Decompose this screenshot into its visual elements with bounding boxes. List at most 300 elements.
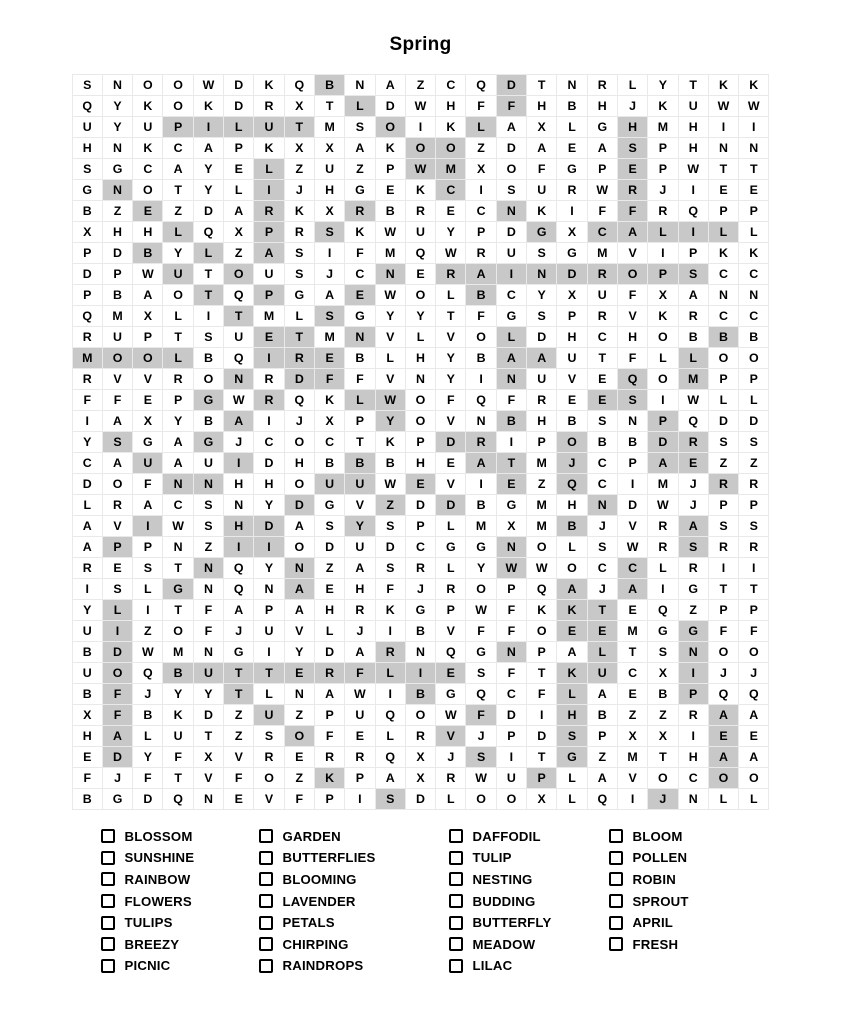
grid-cell[interactable]: D (193, 705, 223, 726)
grid-cell[interactable]: M (466, 516, 496, 537)
grid-cell[interactable]: R (739, 474, 769, 495)
grid-cell[interactable]: S (133, 558, 163, 579)
grid-cell[interactable]: E (739, 180, 769, 201)
grid-cell[interactable]: F (739, 621, 769, 642)
grid-cell[interactable]: O (284, 726, 314, 747)
grid-cell[interactable]: V (617, 243, 647, 264)
word-list-item[interactable] (101, 912, 259, 933)
grid-cell[interactable]: S (739, 516, 769, 537)
word-list-item[interactable] (449, 934, 609, 955)
grid-cell[interactable]: F (102, 390, 132, 411)
grid-cell[interactable]: L (739, 789, 769, 810)
grid-cell[interactable]: R (436, 579, 466, 600)
grid-cell[interactable]: M (314, 327, 344, 348)
grid-cell[interactable]: Y (163, 684, 193, 705)
checkbox-icon[interactable] (449, 851, 463, 865)
grid-cell[interactable]: N (496, 537, 526, 558)
grid-cell[interactable]: N (527, 264, 557, 285)
grid-cell[interactable]: T (254, 663, 284, 684)
grid-cell[interactable]: R (254, 390, 284, 411)
grid-cell[interactable]: F (224, 768, 254, 789)
grid-cell[interactable]: X (314, 411, 344, 432)
checkbox-icon[interactable] (259, 894, 273, 908)
grid-cell[interactable]: B (133, 705, 163, 726)
grid-cell[interactable]: C (708, 306, 738, 327)
grid-cell[interactable]: E (284, 747, 314, 768)
word-list-item[interactable] (259, 869, 449, 890)
grid-cell[interactable]: A (678, 285, 708, 306)
grid-cell[interactable]: M (163, 642, 193, 663)
grid-cell[interactable]: L (254, 684, 284, 705)
grid-cell[interactable]: L (708, 222, 738, 243)
grid-cell[interactable]: F (314, 369, 344, 390)
grid-cell[interactable]: T (678, 75, 708, 96)
grid-cell[interactable]: R (678, 558, 708, 579)
grid-cell[interactable]: X (284, 96, 314, 117)
grid-cell[interactable]: A (163, 453, 193, 474)
grid-cell[interactable]: W (466, 768, 496, 789)
checkbox-icon[interactable] (449, 916, 463, 930)
grid-cell[interactable]: X (314, 138, 344, 159)
grid-cell[interactable]: J (739, 663, 769, 684)
grid-cell[interactable]: R (254, 369, 284, 390)
grid-cell[interactable]: O (739, 348, 769, 369)
checkbox-icon[interactable] (259, 916, 273, 930)
grid-cell[interactable]: U (496, 768, 526, 789)
grid-cell[interactable]: A (314, 285, 344, 306)
grid-cell[interactable]: D (405, 789, 435, 810)
checkbox-icon[interactable] (609, 916, 623, 930)
grid-cell[interactable]: I (345, 789, 375, 810)
grid-cell[interactable]: H (224, 474, 254, 495)
grid-cell[interactable]: G (345, 306, 375, 327)
grid-cell[interactable]: Z (224, 243, 254, 264)
grid-cell[interactable]: R (648, 537, 678, 558)
grid-cell[interactable]: O (496, 789, 526, 810)
grid-cell[interactable]: Z (375, 495, 405, 516)
grid-cell[interactable]: F (617, 285, 647, 306)
grid-cell[interactable]: Q (284, 75, 314, 96)
grid-cell[interactable]: E (405, 264, 435, 285)
grid-cell[interactable]: P (678, 243, 708, 264)
grid-cell[interactable]: X (557, 285, 587, 306)
checkbox-icon[interactable] (259, 872, 273, 886)
grid-cell[interactable]: W (193, 75, 223, 96)
grid-cell[interactable]: Y (72, 600, 102, 621)
grid-cell[interactable]: S (527, 306, 557, 327)
grid-cell[interactable]: B (345, 348, 375, 369)
grid-cell[interactable]: V (436, 726, 466, 747)
grid-cell[interactable]: Z (678, 600, 708, 621)
grid-cell[interactable]: E (72, 747, 102, 768)
grid-cell[interactable]: U (527, 180, 557, 201)
grid-cell[interactable]: O (405, 705, 435, 726)
grid-cell[interactable]: B (617, 432, 647, 453)
grid-cell[interactable]: C (496, 285, 526, 306)
grid-cell[interactable]: J (224, 432, 254, 453)
grid-cell[interactable]: E (587, 621, 617, 642)
grid-cell[interactable]: A (375, 75, 405, 96)
grid-cell[interactable]: R (163, 369, 193, 390)
grid-cell[interactable]: R (708, 537, 738, 558)
grid-cell[interactable]: Z (527, 474, 557, 495)
grid-cell[interactable]: L (436, 789, 466, 810)
grid-cell[interactable]: C (739, 264, 769, 285)
grid-cell[interactable]: C (739, 306, 769, 327)
grid-cell[interactable]: X (466, 159, 496, 180)
grid-cell[interactable]: B (405, 621, 435, 642)
grid-cell[interactable]: O (557, 432, 587, 453)
grid-cell[interactable]: F (193, 621, 223, 642)
grid-cell[interactable]: U (345, 537, 375, 558)
grid-cell[interactable]: O (708, 348, 738, 369)
grid-cell[interactable]: S (587, 537, 617, 558)
grid-cell[interactable]: M (314, 117, 344, 138)
checkbox-icon[interactable] (609, 851, 623, 865)
grid-cell[interactable]: B (648, 684, 678, 705)
word-list-item[interactable] (101, 869, 259, 890)
grid-cell[interactable]: N (345, 75, 375, 96)
grid-cell[interactable]: U (72, 663, 102, 684)
grid-cell[interactable]: S (314, 306, 344, 327)
word-list-item[interactable] (101, 956, 259, 977)
checkbox-icon[interactable] (101, 959, 115, 973)
grid-cell[interactable]: K (314, 390, 344, 411)
grid-cell[interactable]: D (72, 264, 102, 285)
grid-cell[interactable]: U (587, 285, 617, 306)
grid-cell[interactable]: O (527, 537, 557, 558)
grid-cell[interactable]: C (163, 138, 193, 159)
grid-cell[interactable]: K (648, 96, 678, 117)
grid-cell[interactable]: P (708, 369, 738, 390)
grid-cell[interactable]: O (739, 642, 769, 663)
grid-cell[interactable]: A (587, 684, 617, 705)
grid-cell[interactable]: T (739, 159, 769, 180)
grid-cell[interactable]: N (163, 474, 193, 495)
grid-cell[interactable]: R (314, 747, 344, 768)
grid-cell[interactable]: X (648, 663, 678, 684)
grid-cell[interactable]: U (254, 117, 284, 138)
grid-cell[interactable]: O (102, 663, 132, 684)
grid-cell[interactable]: W (405, 159, 435, 180)
grid-cell[interactable]: V (617, 516, 647, 537)
grid-cell[interactable]: F (527, 684, 557, 705)
grid-cell[interactable]: H (557, 327, 587, 348)
grid-cell[interactable]: O (102, 474, 132, 495)
word-list-item[interactable] (609, 869, 749, 890)
grid-cell[interactable]: M (648, 474, 678, 495)
grid-cell[interactable]: O (133, 348, 163, 369)
grid-cell[interactable]: N (193, 642, 223, 663)
grid-cell[interactable]: X (527, 117, 557, 138)
grid-cell[interactable]: I (254, 348, 284, 369)
grid-cell[interactable]: Q (617, 369, 647, 390)
word-list-item[interactable] (609, 891, 749, 912)
grid-cell[interactable]: F (496, 96, 526, 117)
grid-cell[interactable]: B (375, 201, 405, 222)
grid-cell[interactable]: X (405, 768, 435, 789)
grid-cell[interactable]: V (102, 369, 132, 390)
grid-cell[interactable]: D (193, 201, 223, 222)
grid-cell[interactable]: G (193, 390, 223, 411)
grid-cell[interactable]: I (466, 180, 496, 201)
grid-cell[interactable]: I (72, 579, 102, 600)
grid-cell[interactable]: G (466, 642, 496, 663)
grid-cell[interactable]: D (284, 369, 314, 390)
grid-cell[interactable]: F (496, 390, 526, 411)
grid-cell[interactable]: I (254, 411, 284, 432)
grid-cell[interactable]: D (314, 642, 344, 663)
word-list-item[interactable] (101, 848, 259, 869)
grid-cell[interactable]: L (436, 285, 466, 306)
grid-cell[interactable]: L (648, 222, 678, 243)
grid-cell[interactable]: H (678, 747, 708, 768)
grid-cell[interactable]: X (133, 306, 163, 327)
grid-cell[interactable]: Y (163, 411, 193, 432)
grid-cell[interactable]: X (617, 726, 647, 747)
grid-cell[interactable]: T (163, 600, 193, 621)
grid-cell[interactable]: Y (375, 411, 405, 432)
grid-cell[interactable]: A (708, 705, 738, 726)
grid-cell[interactable]: R (739, 537, 769, 558)
grid-cell[interactable]: R (466, 432, 496, 453)
grid-cell[interactable]: I (648, 390, 678, 411)
grid-cell[interactable]: P (617, 453, 647, 474)
grid-cell[interactable]: S (678, 264, 708, 285)
grid-cell[interactable]: S (345, 117, 375, 138)
grid-cell[interactable]: A (466, 264, 496, 285)
grid-cell[interactable]: P (496, 579, 526, 600)
grid-cell[interactable]: D (254, 453, 284, 474)
grid-cell[interactable]: H (224, 516, 254, 537)
grid-cell[interactable]: D (496, 222, 526, 243)
checkbox-icon[interactable] (609, 937, 623, 951)
grid-cell[interactable]: E (678, 453, 708, 474)
grid-cell[interactable]: S (648, 642, 678, 663)
grid-cell[interactable]: F (72, 768, 102, 789)
grid-cell[interactable]: U (587, 663, 617, 684)
grid-cell[interactable]: I (617, 789, 647, 810)
grid-cell[interactable]: I (72, 411, 102, 432)
checkbox-icon[interactable] (101, 829, 115, 843)
grid-cell[interactable]: T (527, 663, 557, 684)
grid-cell[interactable]: Q (163, 789, 193, 810)
grid-cell[interactable]: O (284, 537, 314, 558)
grid-cell[interactable]: A (345, 558, 375, 579)
grid-cell[interactable]: M (102, 306, 132, 327)
grid-cell[interactable]: Y (193, 180, 223, 201)
grid-cell[interactable]: B (466, 495, 496, 516)
grid-cell[interactable]: H (133, 222, 163, 243)
grid-cell[interactable]: S (617, 390, 647, 411)
grid-cell[interactable]: C (314, 432, 344, 453)
grid-cell[interactable]: L (254, 159, 284, 180)
grid-cell[interactable]: E (345, 285, 375, 306)
grid-cell[interactable]: X (314, 201, 344, 222)
grid-cell[interactable]: N (284, 558, 314, 579)
grid-cell[interactable]: H (72, 138, 102, 159)
grid-cell[interactable]: E (557, 138, 587, 159)
grid-cell[interactable]: Z (284, 768, 314, 789)
grid-cell[interactable]: V (345, 495, 375, 516)
grid-cell[interactable]: S (102, 432, 132, 453)
grid-cell[interactable]: X (557, 222, 587, 243)
grid-cell[interactable]: D (557, 264, 587, 285)
grid-cell[interactable]: N (557, 75, 587, 96)
grid-cell[interactable]: R (587, 264, 617, 285)
grid-cell[interactable]: G (648, 621, 678, 642)
grid-cell[interactable]: A (102, 453, 132, 474)
grid-cell[interactable]: K (708, 75, 738, 96)
grid-cell[interactable]: B (405, 684, 435, 705)
grid-cell[interactable]: I (224, 453, 254, 474)
grid-cell[interactable]: D (375, 96, 405, 117)
grid-cell[interactable]: G (405, 600, 435, 621)
grid-cell[interactable]: R (648, 516, 678, 537)
grid-cell[interactable]: T (527, 75, 557, 96)
grid-cell[interactable]: Q (466, 390, 496, 411)
grid-cell[interactable]: P (466, 222, 496, 243)
grid-cell[interactable]: W (648, 495, 678, 516)
grid-cell[interactable]: S (284, 243, 314, 264)
grid-cell[interactable]: P (527, 768, 557, 789)
grid-cell[interactable]: T (345, 432, 375, 453)
grid-cell[interactable]: K (557, 600, 587, 621)
grid-cell[interactable]: W (527, 558, 557, 579)
grid-cell[interactable]: K (527, 201, 557, 222)
grid-cell[interactable]: A (314, 684, 344, 705)
grid-cell[interactable]: D (72, 474, 102, 495)
grid-cell[interactable]: A (284, 579, 314, 600)
grid-cell[interactable]: M (375, 243, 405, 264)
grid-cell[interactable]: P (405, 516, 435, 537)
grid-cell[interactable]: F (284, 789, 314, 810)
grid-cell[interactable]: E (375, 180, 405, 201)
grid-cell[interactable]: J (648, 789, 678, 810)
grid-cell[interactable]: J (314, 264, 344, 285)
grid-cell[interactable]: J (345, 621, 375, 642)
grid-cell[interactable]: Y (466, 558, 496, 579)
grid-cell[interactable]: Q (466, 75, 496, 96)
grid-cell[interactable]: N (739, 138, 769, 159)
grid-cell[interactable]: Y (193, 684, 223, 705)
grid-cell[interactable]: R (345, 201, 375, 222)
grid-cell[interactable]: P (254, 600, 284, 621)
grid-cell[interactable]: Q (72, 306, 102, 327)
grid-cell[interactable]: L (102, 600, 132, 621)
grid-cell[interactable]: U (496, 243, 526, 264)
grid-cell[interactable]: T (587, 348, 617, 369)
grid-cell[interactable]: H (314, 180, 344, 201)
grid-cell[interactable]: J (284, 180, 314, 201)
grid-cell[interactable]: L (224, 180, 254, 201)
grid-cell[interactable]: P (527, 432, 557, 453)
grid-cell[interactable]: P (527, 642, 557, 663)
grid-cell[interactable]: Q (678, 201, 708, 222)
grid-cell[interactable]: I (617, 474, 647, 495)
grid-cell[interactable]: F (133, 474, 163, 495)
grid-cell[interactable]: O (466, 789, 496, 810)
grid-cell[interactable]: E (617, 159, 647, 180)
grid-cell[interactable]: Y (284, 642, 314, 663)
grid-cell[interactable]: R (678, 432, 708, 453)
grid-cell[interactable]: T (617, 642, 647, 663)
grid-cell[interactable]: N (496, 369, 526, 390)
grid-cell[interactable]: P (405, 432, 435, 453)
grid-cell[interactable]: R (436, 264, 466, 285)
grid-cell[interactable]: B (466, 348, 496, 369)
grid-cell[interactable]: G (496, 495, 526, 516)
grid-cell[interactable]: W (678, 159, 708, 180)
grid-cell[interactable]: R (617, 180, 647, 201)
grid-cell[interactable]: R (72, 558, 102, 579)
grid-cell[interactable]: Z (648, 705, 678, 726)
grid-cell[interactable]: Y (254, 558, 284, 579)
grid-cell[interactable]: Q (708, 684, 738, 705)
grid-cell[interactable]: C (587, 222, 617, 243)
grid-cell[interactable]: I (466, 474, 496, 495)
grid-cell[interactable]: N (224, 369, 254, 390)
grid-cell[interactable]: P (436, 600, 466, 621)
grid-cell[interactable]: T (163, 558, 193, 579)
grid-cell[interactable]: S (678, 537, 708, 558)
grid-cell[interactable]: W (345, 684, 375, 705)
grid-cell[interactable]: C (617, 663, 647, 684)
grid-cell[interactable]: P (708, 201, 738, 222)
grid-cell[interactable]: C (587, 453, 617, 474)
grid-cell[interactable]: I (678, 726, 708, 747)
grid-cell[interactable]: O (405, 138, 435, 159)
grid-cell[interactable]: L (375, 348, 405, 369)
grid-cell[interactable]: V (133, 369, 163, 390)
grid-cell[interactable]: A (163, 432, 193, 453)
grid-cell[interactable]: A (193, 138, 223, 159)
grid-cell[interactable]: P (102, 264, 132, 285)
grid-cell[interactable]: Y (436, 222, 466, 243)
grid-cell[interactable]: K (193, 96, 223, 117)
grid-cell[interactable]: E (436, 201, 466, 222)
grid-cell[interactable]: Q (224, 558, 254, 579)
grid-cell[interactable]: Q (133, 663, 163, 684)
grid-cell[interactable]: U (193, 453, 223, 474)
grid-cell[interactable]: O (163, 75, 193, 96)
word-list-item[interactable] (609, 934, 749, 955)
grid-cell[interactable]: Z (224, 726, 254, 747)
grid-cell[interactable]: W (375, 222, 405, 243)
grid-cell[interactable]: F (345, 243, 375, 264)
grid-cell[interactable]: N (405, 369, 435, 390)
grid-cell[interactable]: G (587, 117, 617, 138)
grid-cell[interactable]: Q (587, 789, 617, 810)
grid-cell[interactable]: L (284, 306, 314, 327)
grid-cell[interactable]: Z (133, 621, 163, 642)
grid-cell[interactable]: O (527, 621, 557, 642)
grid-cell[interactable]: N (193, 474, 223, 495)
grid-cell[interactable]: B (587, 432, 617, 453)
grid-cell[interactable]: L (314, 621, 344, 642)
grid-cell[interactable]: U (254, 621, 284, 642)
grid-cell[interactable]: D (102, 243, 132, 264)
grid-cell[interactable]: F (133, 768, 163, 789)
grid-cell[interactable]: L (587, 642, 617, 663)
grid-cell[interactable]: F (496, 600, 526, 621)
grid-cell[interactable]: N (163, 537, 193, 558)
grid-cell[interactable]: P (163, 390, 193, 411)
grid-cell[interactable]: U (314, 474, 344, 495)
grid-cell[interactable]: W (466, 600, 496, 621)
grid-cell[interactable]: Z (224, 705, 254, 726)
grid-cell[interactable]: E (587, 390, 617, 411)
